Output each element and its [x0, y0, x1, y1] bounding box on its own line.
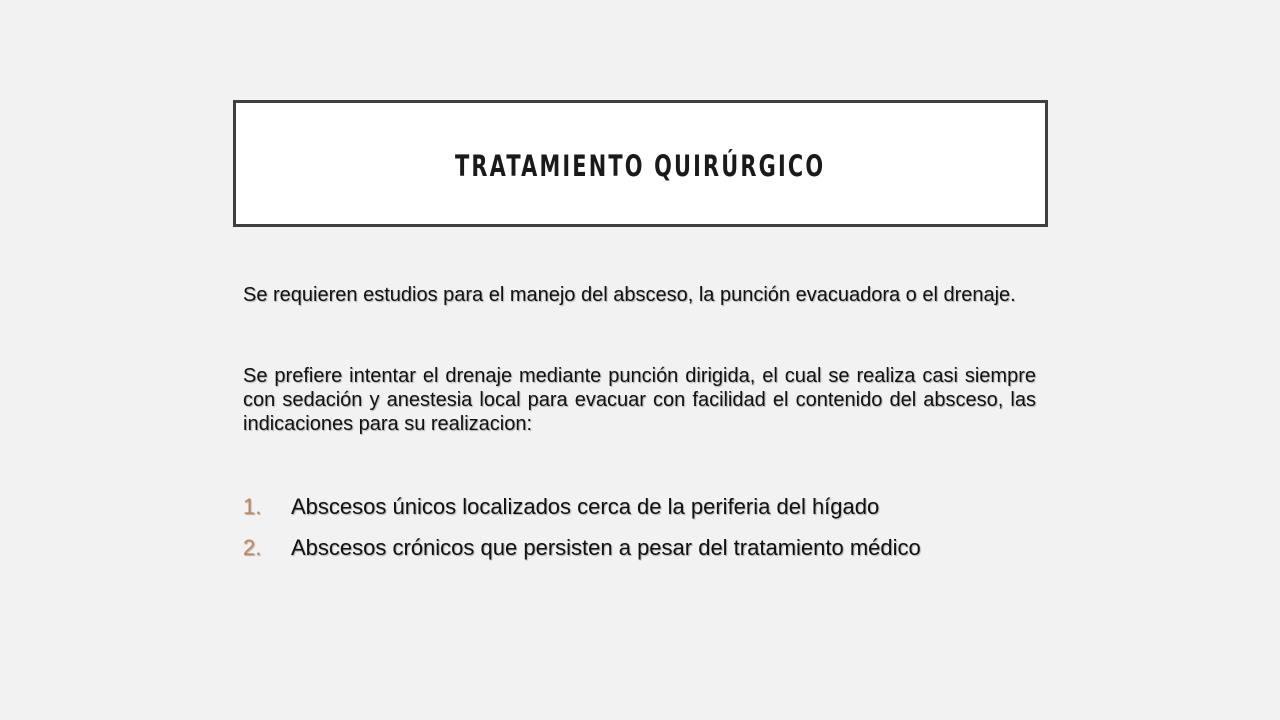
slide-body	[243, 283, 1036, 576]
paragraph-drainage: Se prefiere intentar el drenaje mediante punción dirigida, el cual se realiza casi siempre con sedación y anestesia local para evacuar con facilidad el contenido del absceso, las indicaciones para su realizacion:	[243, 365, 1036, 435]
list-item	[243, 535, 1036, 561]
list-item	[243, 494, 1036, 520]
list-item-number: 1.	[243, 494, 262, 519]
list-item-number: 2.	[243, 535, 262, 560]
list-item-text: Abscesos crónicos que persisten a pesar del tratamiento médico	[291, 535, 921, 560]
title-box	[233, 100, 1048, 227]
indications-list	[243, 494, 1036, 561]
list-item-text: Abscesos únicos localizados cerca de la periferia del hígado	[291, 494, 880, 519]
slide-title: TRATAMIENTO QUIRÚRGICO	[455, 148, 826, 183]
paragraph-intro: Se requieren estudios para el manejo del absceso, la punción evacuadora o el drenaje.	[243, 284, 1016, 306]
